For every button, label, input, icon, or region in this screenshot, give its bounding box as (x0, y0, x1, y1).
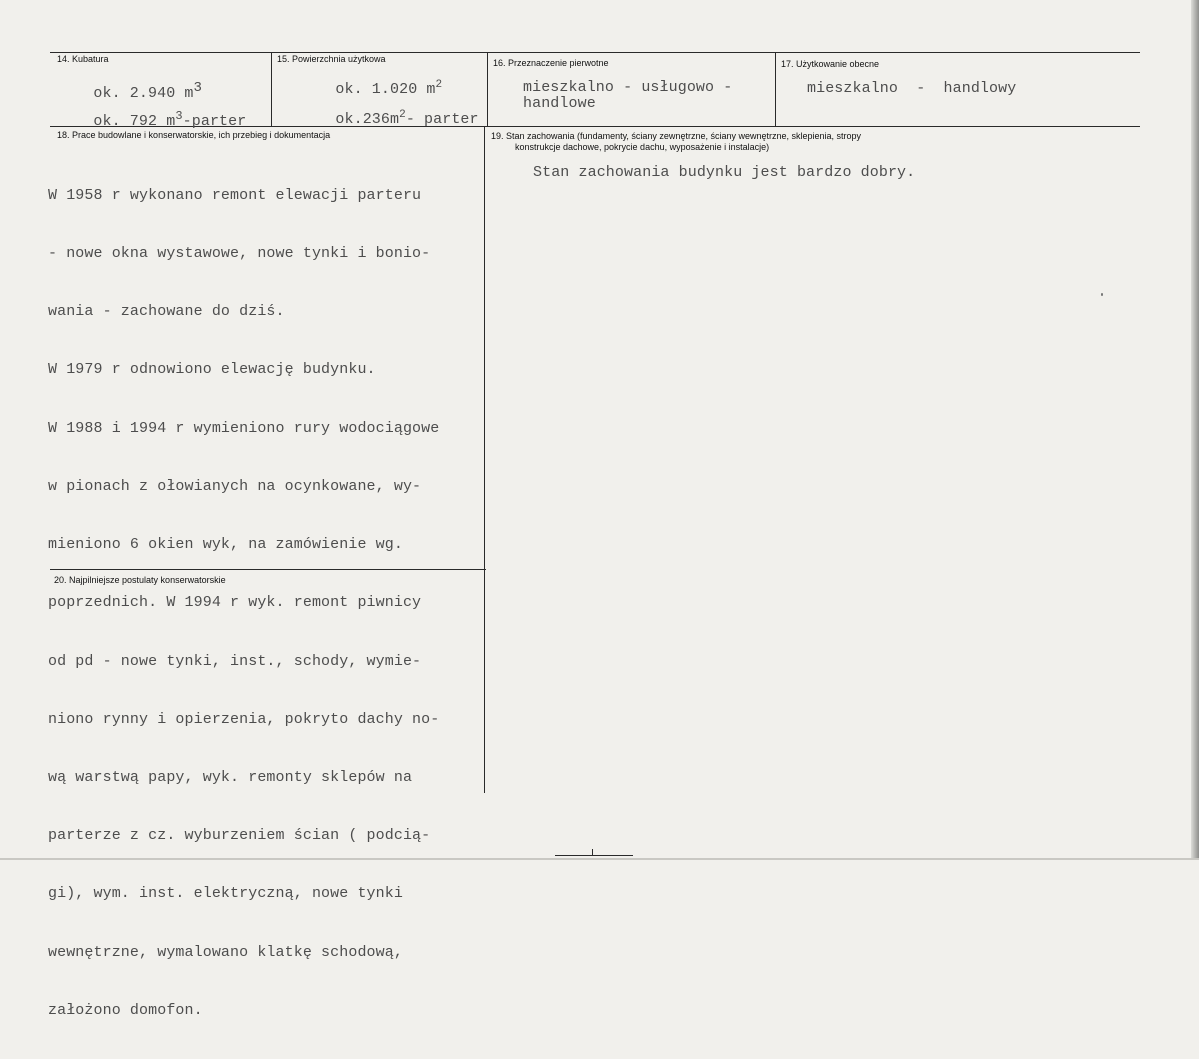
field16-original-use-line2: handlowe (523, 95, 596, 112)
works-line: W 1979 r odnowiono elewację budynku. (48, 361, 376, 379)
field14-volume-total: ok. 2.940 $m^3$ (93, 80, 203, 102)
field15-label: 15. Powierzchnia użytkowa (277, 54, 386, 64)
fold-mark-line (555, 855, 633, 856)
section18-label: 18. Prace budowlane i konserwatorskie, ich przebieg i dokumentacja (57, 130, 331, 140)
field15-area-ground-floor: $ok.236m^2-$ parter (335, 109, 479, 128)
field14-label: 14. Kubatura (57, 54, 109, 64)
works-line: w pionach z ołowianych na ocynkowane, wy- (48, 477, 422, 495)
divider-15-16 (487, 52, 488, 127)
field17-current-use: mieszkalno - handlowy (807, 80, 1017, 97)
works-line: - nowe okna wystawowe, nowe tynki i bonio- (48, 245, 431, 263)
field17-label: 17. Użytkowanie obecne (781, 59, 880, 69)
works-line: wania - zachowane do dziś. (48, 303, 285, 321)
works-line: wą warstwą papy, wyk. remonty sklepów na (48, 769, 413, 786)
field16-original-use-line1: mieszkalno - usługowo - (523, 79, 733, 96)
section18-works-text (48, 147, 439, 1059)
section20-label: 20. Najpilniejsze postulaty konserwatorskie (54, 575, 226, 585)
field14-volume-ground-floor: ok. 792 $m^3$-parter (93, 109, 247, 130)
works-line: założono domofon. (48, 1001, 203, 1019)
paper-speck (1101, 293, 1103, 296)
section19-label-line1: 19. Stan zachowania (fundamenty, ściany zewnętrzne, ściany wewnętrzne, sklepienia, stropy (491, 131, 862, 141)
divider-18-19 (484, 126, 485, 793)
works-line: niono rynny i opierzenia, pokryto dachy no- (48, 710, 440, 728)
works-line: poprzednich. W 1994 r wyk. remont piwnicy (48, 594, 422, 612)
works-line: wewnętrzne, wymalowano klatkę schodową, (48, 943, 403, 961)
divider-14-15 (271, 52, 272, 127)
works-line: parterze z cz. wyburzeniem ścian ( podcią- (48, 827, 431, 845)
section19-condition-text: Stan zachowania budynku jest bardzo dobry. (533, 164, 916, 181)
field16-label: 16. Przeznaczenie pierwotne (493, 58, 609, 68)
header-top-rule (50, 52, 1140, 53)
works-line: gi), wym. inst. elektryczną, nowe tynki (48, 885, 403, 903)
section19-label-line2: konstrukcje dachowe, pokrycie dachu, wyposażenie i instalacje) (515, 142, 770, 152)
works-line: od pd - nowe tynki, inst., schody, wymie- (48, 652, 422, 670)
works-line: mieniono 6 okien wyk, na zamówienie wg. (48, 536, 403, 554)
works-line: W 1958 r wykonano remont elewacji parteru (48, 186, 422, 204)
scan-right-edge (1191, 0, 1199, 860)
works-line: W 1988 i 1994 r wymieniono rury wodociągowe (48, 419, 440, 437)
fold-mark-tick (592, 849, 593, 856)
divider-16-17 (775, 52, 776, 127)
field15-area-total: ok. 1.020 $m^2$ (335, 79, 443, 98)
